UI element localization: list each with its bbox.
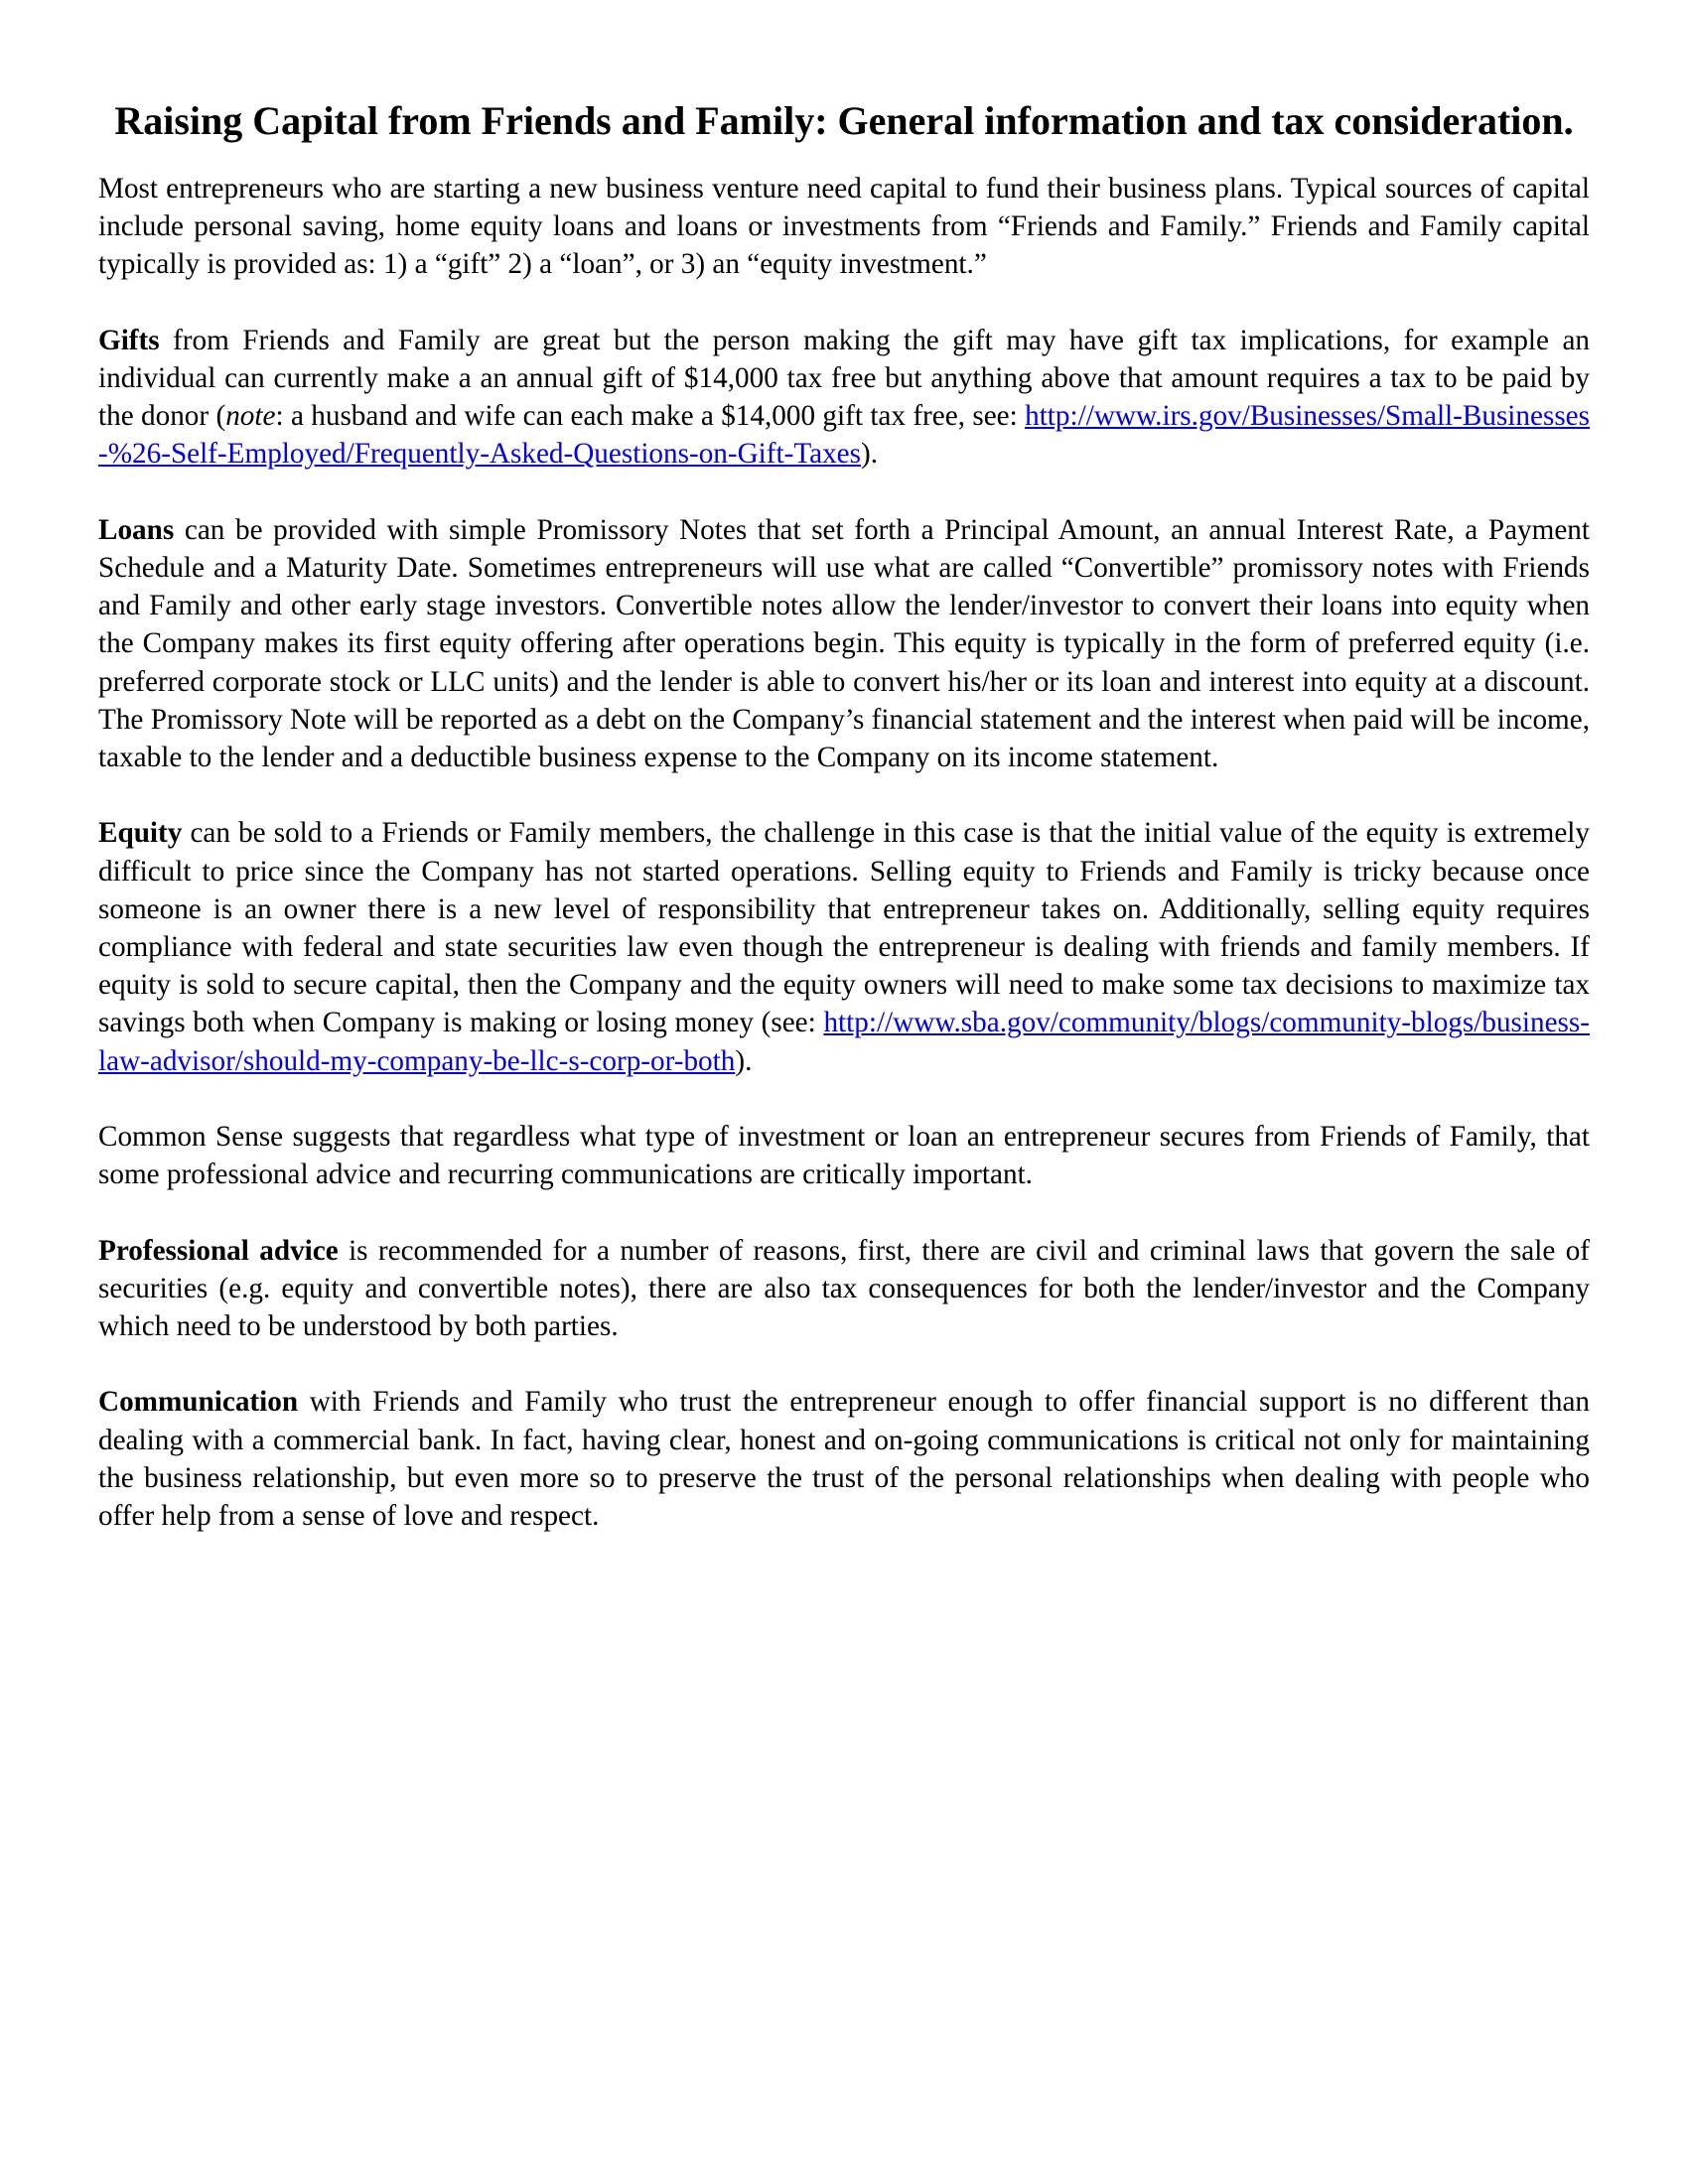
intro-paragraph: Most entrepreneurs who are starting a new business venture need capital to fund their business plans. Typical sources of capital include personal saving, home equity loans and loans or investments from “Friends and Family.” Friends and Family capital typically is provided as: 1) a “gift” 2) a “loan”, or 3) an “equity investment.”: [98, 173, 1590, 281]
loans-text: can be provided with simple Promissory Notes that set forth a Principal Amount, an annual Interest Rate, a Payment Schedule and a Maturity Date. Sometimes entrepreneurs will use what are called “Convertible” promissory notes with Friends and Family and other early stage investors. Convertible notes allow the lender/investor to convert their loans into equity when the Company makes its first equity offering after operations begin. This equity is typically in the form of preferred equity (i.e. preferred corporate stock or LLC units) and the lender is able to convert his/her or its loan and interest into equity at a discount. The Promissory Note will be reported as a debt on the Company’s financial statement and the interest when paid will be income, taxable to the lender and a deductible business expense to the Company on its income statement.: [98, 513, 1590, 774]
document-title: Raising Capital from Friends and Family: General information and tax consideration.: [114, 98, 1574, 143]
professional-advice-paragraph: [98, 1232, 1590, 1346]
gifts-paragraph: [98, 322, 1590, 474]
equity-text-1: can be sold to a Friends or Family members, the challenge in this case is that the initial value of the equity is extremely difficult to price since the Company has not started operations. Selling equity to Friends and Family is tricky because once someone is an owner there is a new level of responsibility that entrepreneur takes on. Additionally, selling equity requires compliance with federal and state securities law even though the entrepreneur is dealing with friends and family members. If equity is sold to secure capital, then the Company and the equity owners will need to make some tax decisions to maximize tax savings both when Company is making or losing money (see:: [98, 817, 1590, 1039]
equity-text-2: ).: [735, 1044, 753, 1077]
equity-paragraph: [98, 814, 1590, 1079]
loans-paragraph: [98, 511, 1590, 776]
communication-paragraph: [98, 1383, 1590, 1535]
common-sense-paragraph: Common Sense suggests that regardless what type of investment or loan an entrepreneur secures from Friends of Family, that some professional advice and recurring communications are critically important.: [98, 1121, 1590, 1191]
communication-term: Communication: [98, 1386, 299, 1419]
loans-term: Loans: [98, 513, 175, 546]
professional-advice-term: Professional advice: [98, 1234, 339, 1267]
gifts-note: note: [225, 400, 276, 433]
gifts-text-3: ).: [861, 438, 879, 471]
gifts-text-1: from Friends and Family are great but the person making the gift may have gift tax implications, for example an individual can currently make a an annual gift of $14,000 tax free but anything above that amount requires a tax to be paid by the donor (: [98, 324, 1590, 433]
sba-business-law-link[interactable]: http://www.sba.gov/community/blogs/community-blogs/business-law-advisor/should-my-company-be-llc-s-corp-or-both: [98, 1007, 1590, 1077]
gifts-term: Gifts: [98, 324, 160, 356]
gifts-text-2: : a husband and wife can each make a $14,000 gift tax free, see:: [275, 400, 1026, 433]
professional-advice-text: is recommended for a number of reasons, first, there are civil and criminal laws that govern the sale of securities (e.g. equity and convertible notes), there are also tax consequences for both the lender/investor and the Company which need to be understood by both parties.: [98, 1234, 1591, 1343]
communication-text: with Friends and Family who trust the entrepreneur enough to offer financial support is no different than dealing with a commercial bank. In fact, having clear, honest and on-going communications is critical not only for maintaining the business relationship, but even more so to preserve the trust of the personal relationships when dealing with people who offer help from a sense of love and respect.: [98, 1386, 1590, 1533]
document-page: [98, 97, 1590, 1572]
irs-gift-tax-link[interactable]: http://www.irs.gov/Businesses/Small-Businesses-%26-Self-Employed/Frequently-Asked-Questions-on-Gift-Taxes: [98, 400, 1590, 471]
equity-term: Equity: [98, 817, 183, 850]
